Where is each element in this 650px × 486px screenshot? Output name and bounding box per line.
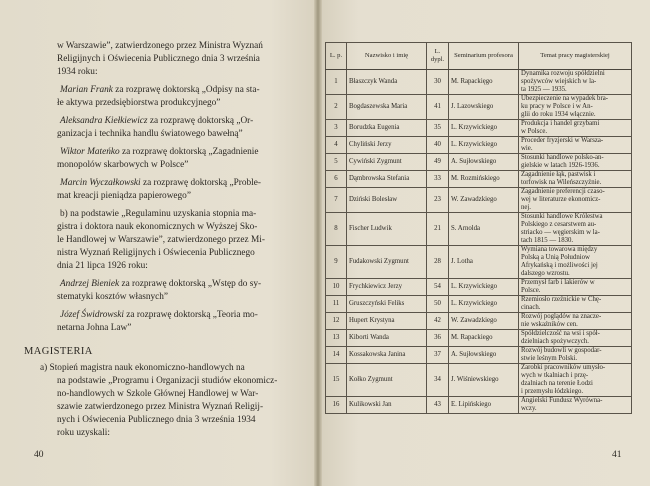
row-number-cell: 15 <box>326 364 347 397</box>
text-line: nych i Oświecenia Publicznego dnia 3 września 1934 <box>57 415 256 425</box>
diploma-cell: 34 <box>427 364 449 397</box>
topic-line: nie wskaźników cen. <box>521 321 578 328</box>
text-line: no-handlowych w Szkole Głównej Handlowej w War- <box>57 389 259 399</box>
seminar-cell: A. Sujłowskiego <box>449 347 519 364</box>
diploma-cell: 30 <box>427 70 449 95</box>
author-name: Aleksandra Kiełkiewicz <box>60 116 148 126</box>
author-name: Andrzej Bieniek <box>60 279 120 289</box>
topic-line: Polskiego z cesarstwem au- <box>521 221 597 228</box>
topic-line: wej w literaturze ekonomicz- <box>521 196 601 203</box>
topic-cell <box>519 397 632 414</box>
table-row <box>326 70 632 95</box>
topic-line: Wymiana towarowa między <box>521 246 598 253</box>
topic-cell <box>519 171 632 188</box>
name-cell: Cywiński Zygmunt <box>347 154 427 171</box>
diploma-cell: 54 <box>427 279 449 296</box>
diploma-cell: 42 <box>427 313 449 330</box>
topic-line: Polską a Unią Południow <box>521 254 590 261</box>
row-number-cell: 14 <box>326 347 347 364</box>
topic-line: stwie leśnym Polski. <box>521 355 578 362</box>
diploma-cell: 36 <box>427 330 449 347</box>
degree-entry <box>60 177 261 190</box>
topic-line: dzalniach na terenie Łodzi <box>521 380 593 387</box>
section-heading: MAGISTERIA <box>24 346 93 357</box>
topic-line: Stosunki handlowe polsko-an- <box>521 154 604 161</box>
row-number-cell: 7 <box>326 188 347 213</box>
diploma-cell: 43 <box>427 397 449 414</box>
name-cell: Błaszczyk Wanda <box>347 70 427 95</box>
entry-text: stematyki kosztów własnych” <box>57 292 169 302</box>
seminar-cell: L. Krzywickiego <box>449 296 519 313</box>
topic-line: wie. <box>521 145 533 152</box>
name-cell: Kulikowski Jan <box>347 397 427 414</box>
entry-text: ganizacja i technika handlu światowego bawełną” <box>57 129 243 139</box>
degree-entry <box>60 309 258 322</box>
entry-text: za rozprawę doktorską „Zagadnienie <box>119 147 259 157</box>
topic-line: ku pracy w Polsce i w An- <box>521 103 593 110</box>
entry-text: za rozprawę doktorską „Proble- <box>140 178 261 188</box>
diploma-cell: 49 <box>427 154 449 171</box>
topic-line: Zagadnienie preferencji czaso- <box>521 188 605 195</box>
name-cell: Borudzka Eugenia <box>347 120 427 137</box>
topic-line: spożywców wiejskich w la- <box>521 78 597 85</box>
diploma-cell: 21 <box>427 213 449 246</box>
topic-line: wych w tkalniach i przę- <box>521 372 589 379</box>
topic-line: glii do roku 1934 włącznie. <box>521 111 596 118</box>
topic-cell <box>519 364 632 397</box>
text-line: nistra Wyznań Religijnych i Oświecenia Publicznego <box>57 248 255 258</box>
table-row <box>326 137 632 154</box>
table-row <box>326 330 632 347</box>
topic-line: Stosunki handlowe Królestwa <box>521 213 603 220</box>
seminar-cell: W. Zawadzkiego <box>449 188 519 213</box>
topic-line: w Polsce. <box>521 128 548 135</box>
name-cell: Kołko Zygmunt <box>347 364 427 397</box>
author-name: Marian Frank <box>60 85 113 95</box>
seminar-cell: W. Zawadzkiego <box>449 313 519 330</box>
column-header: Temat pracy magisterskiej <box>519 43 632 70</box>
name-cell: Gruszczyński Feliks <box>347 296 427 313</box>
topic-line: Zarobki pracowników umysło- <box>521 364 606 371</box>
name-cell: Kiborti Wanda <box>347 330 427 347</box>
row-number-cell: 8 <box>326 213 347 246</box>
name-cell: Kossakowska Janina <box>347 347 427 364</box>
row-number-cell: 6 <box>326 171 347 188</box>
seminar-cell: J. Lazowskiego <box>449 95 519 120</box>
text-line: b) na podstawie „Regulaminu uzyskania stopnia ma- <box>60 209 257 219</box>
topic-line: Polsce. <box>521 287 541 294</box>
row-number-cell: 16 <box>326 397 347 414</box>
topic-line: Przemysł farb i lakierów w <box>521 279 595 286</box>
row-number-cell: 11 <box>326 296 347 313</box>
topic-cell <box>519 313 632 330</box>
topic-line: Rozwój budowli w gospodar- <box>521 347 602 354</box>
text-line: le Handlowej w Warszawie”, zatwierdzonego przez Mi- <box>57 235 265 245</box>
text-line: szawie zatwierdzonego przez Ministra Wyznań Religij- <box>57 402 264 412</box>
row-number-cell: 2 <box>326 95 347 120</box>
diploma-cell: 50 <box>427 296 449 313</box>
topic-line: i przemysłu łódzkiego. <box>521 388 584 395</box>
entry-text: za rozprawę doktorską „Teoria mo- <box>123 310 258 320</box>
text-line: a) Stopień magistra nauk ekonomiczno-handlowych na <box>40 363 245 373</box>
name-cell: Dąmbrowska Stefania <box>347 171 427 188</box>
diploma-cell: 41 <box>427 95 449 120</box>
topic-line: dzielniach spożywczych. <box>521 338 589 345</box>
topic-line: ta 1925 — 1935. <box>521 86 567 93</box>
table-row <box>326 347 632 364</box>
row-number-cell: 4 <box>326 137 347 154</box>
seminar-cell: L. Krzywickiego <box>449 137 519 154</box>
column-header: Nazwisko i imię <box>347 43 427 70</box>
table-row <box>326 154 632 171</box>
name-cell: Fudakowski Zygmunt <box>347 246 427 279</box>
topic-cell <box>519 279 632 296</box>
table-row <box>326 397 632 414</box>
table-row <box>326 213 632 246</box>
topic-cell <box>519 154 632 171</box>
entry-text: mat kreacji pieniądza papierowego” <box>57 191 191 201</box>
entry-text: łe aktywa przedsiębiorstwa produkcyjnego” <box>57 98 221 108</box>
topic-cell <box>519 188 632 213</box>
name-cell: Hupert Krystyna <box>347 313 427 330</box>
text-line: roku uzyskali: <box>57 428 110 438</box>
seminar-cell: L. Krzywickiego <box>449 279 519 296</box>
author-name: Wiktor Mateńko <box>60 147 120 157</box>
diploma-cell: 23 <box>427 188 449 213</box>
seminar-cell: M. Rapackiego <box>449 330 519 347</box>
topic-cell <box>519 137 632 154</box>
page-number: 40 <box>34 450 44 460</box>
topic-cell <box>519 95 632 120</box>
topic-cell <box>519 347 632 364</box>
entry-text: za rozprawę doktorską „Odpisy na sta- <box>112 85 260 95</box>
name-cell: Fischer Ludwik <box>347 213 427 246</box>
entry-text: netarna Johna Law” <box>57 323 132 333</box>
seminar-cell: M. Rapackięgo <box>449 70 519 95</box>
seminar-cell: E. Lipińskiego <box>449 397 519 414</box>
table-row <box>326 188 632 213</box>
diploma-cell: 28 <box>427 246 449 279</box>
topic-line: Zagadnienie łąk, pastwisk i <box>521 171 596 178</box>
topic-line: Ubezpieczenie na wypadek bra- <box>521 95 608 102</box>
topic-line: Dynamika rozwoju spółdzielni <box>521 70 605 77</box>
topic-cell <box>519 246 632 279</box>
table-row <box>326 120 632 137</box>
table-row <box>326 279 632 296</box>
topic-line: Produkcja i handel grzybami <box>521 120 600 127</box>
row-number-cell: 13 <box>326 330 347 347</box>
topic-line: Spółdzielczość na wsi i spół- <box>521 330 600 337</box>
degree-entry <box>60 278 261 291</box>
topic-line: Proceder fryzjerski w Warsza- <box>521 137 604 144</box>
text-line: gistra i doktora nauk ekonomicznych w Wyższej Sko- <box>57 222 258 232</box>
name-cell: Frychkiewicz Jerzy <box>347 279 427 296</box>
degree-entry <box>60 84 260 97</box>
table-row <box>326 246 632 279</box>
entry-text: za rozprawę doktorską „Or- <box>147 116 254 126</box>
topic-line: tach 1815 — 1830. <box>521 237 574 244</box>
text-line: 1934 roku: <box>57 67 98 77</box>
table-row <box>326 313 632 330</box>
seminar-cell: J. Wiśniewskiego <box>449 364 519 397</box>
name-cell: Bogdaszewska Maria <box>347 95 427 120</box>
topic-line: Angielski Fundusz Wyrówna- <box>521 397 603 404</box>
entry-text: monopolów skarbowych w Polsce” <box>57 160 189 170</box>
topic-line: torfowisk na Wileńszczyźnie. <box>521 179 602 186</box>
column-header: Seminarium profesora <box>449 43 519 70</box>
topic-cell <box>519 296 632 313</box>
topic-cell <box>519 70 632 95</box>
column-header: L. dypl. <box>427 43 449 70</box>
table-row <box>326 296 632 313</box>
seminar-cell: L. Krzywickiego <box>449 120 519 137</box>
book-gutter <box>314 0 322 486</box>
row-number-cell: 3 <box>326 120 347 137</box>
topic-line: nej. <box>521 204 532 211</box>
text-line: Religijnych i Oświecenia Publicznego dnia 3 września <box>57 54 260 64</box>
text-line: dnia 21 lipca 1926 roku: <box>57 261 148 271</box>
topic-line: Afrykańską i możliwości jej <box>521 262 598 269</box>
topic-line: Rozwój poglądów na znacze- <box>521 313 602 320</box>
row-number-cell: 1 <box>326 70 347 95</box>
seminar-cell: J. Lotha <box>449 246 519 279</box>
text-line: w Warszawie”, zatwierdzonego przez Ministra Wyznań <box>57 41 263 51</box>
page-number: 41 <box>612 450 622 460</box>
diploma-cell: 33 <box>427 171 449 188</box>
name-cell: Chyliński Jerzy <box>347 137 427 154</box>
column-header: L. p. <box>326 43 347 70</box>
author-name: Józef Świdrowski <box>60 310 124 320</box>
row-number-cell: 9 <box>326 246 347 279</box>
row-number-cell: 12 <box>326 313 347 330</box>
author-name: Marcin Wyczałkowski <box>60 178 141 188</box>
text-line: na podstawie „Programu i Organizacji studiów ekonomicz- <box>57 376 278 386</box>
entry-text: za rozprawę doktorską „Wstęp do sy- <box>119 279 262 289</box>
topic-line: cinach. <box>521 304 541 311</box>
diploma-cell: 35 <box>427 120 449 137</box>
diploma-cell: 40 <box>427 137 449 154</box>
row-number-cell: 5 <box>326 154 347 171</box>
topic-line: wczy. <box>521 405 537 412</box>
thesis-table <box>325 42 632 414</box>
seminar-cell: M. Rozmińskiego <box>449 171 519 188</box>
table-row <box>326 171 632 188</box>
row-number-cell: 10 <box>326 279 347 296</box>
degree-entry <box>60 115 253 128</box>
degree-entry <box>60 146 259 159</box>
topic-cell <box>519 330 632 347</box>
table-row <box>326 364 632 397</box>
name-cell: Dziński Bolesław <box>347 188 427 213</box>
topic-line: dalszego wzrostu. <box>521 270 570 277</box>
topic-cell <box>519 120 632 137</box>
diploma-cell: 37 <box>427 347 449 364</box>
seminar-cell: A. Sujłowskiego <box>449 154 519 171</box>
table-row <box>326 95 632 120</box>
topic-cell <box>519 213 632 246</box>
topic-line: striacko — węgierskim w la- <box>521 229 600 236</box>
topic-line: Rzemiosło rzeźnickie w Chę- <box>521 296 602 303</box>
topic-line: gielskie w latach 1926-1936. <box>521 162 600 169</box>
seminar-cell: S. Arnolda <box>449 213 519 246</box>
